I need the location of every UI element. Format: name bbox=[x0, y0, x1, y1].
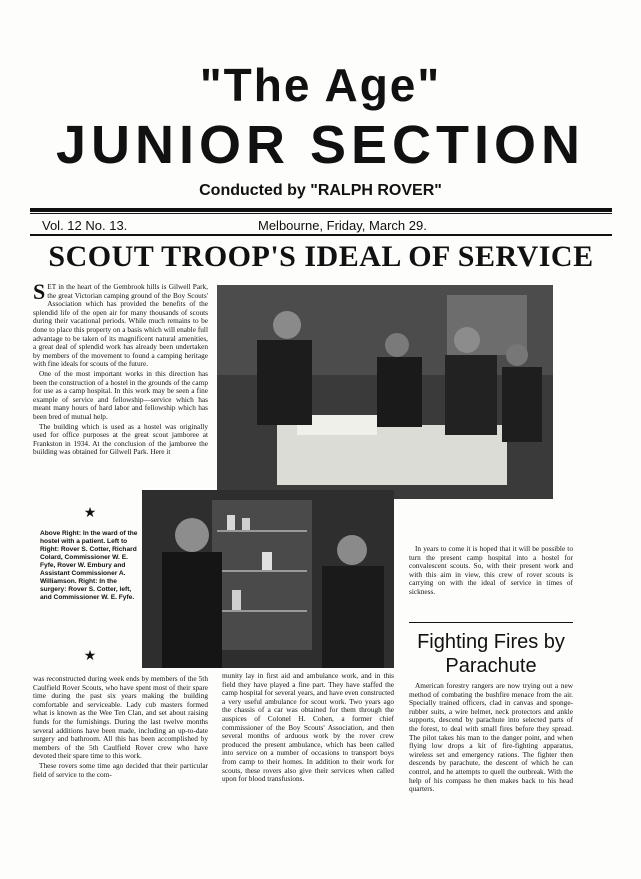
surgery-photo-image bbox=[142, 490, 394, 668]
conducted-by: Conducted by "RALPH ROVER" bbox=[199, 182, 442, 199]
masthead-rule-thin bbox=[30, 213, 612, 214]
fires-title: Fighting Fires by Parachute bbox=[417, 631, 565, 677]
article-column-1 bbox=[33, 283, 208, 495]
article-column-3 bbox=[409, 545, 573, 617]
article-column-2 bbox=[222, 672, 394, 857]
paper-name: "The Age" bbox=[199, 59, 442, 111]
issue-volume: Vol. 12 No. 13. bbox=[42, 218, 128, 233]
article-paragraph: ET in the heart of the Gembrook hills is Gilwell Park, the great Victorian camping ground of the Boy Scouts' Association which has provided the benefits of the splendid life of the open air for many thousands of scouts during their vacational periods. While much remains to be done to place this property on a basis which will enable full advantage to be taken of its magnificent natural amenities, a great deal of splendid work has already been undertaken by members of the movement to found a camping heritage with fine ideals for scouts of the future. bbox=[33, 283, 208, 369]
article-paragraph: munity lay in first aid and ambulance work, and in this field they have played a fine part. They have staffed the camp hospital for several years, and have even constructed a very useful ambulance for scout work. Two years ago the chassis of a car was obtained for them through the auspices of Colonel H. Cohen, a former chief commissioner of the Boy Scouts' Association, and then several months of arduous work by the rover crew produced the present ambulance, which has been called into service on a number of occasions to transport boys from camp to their homes. In addition to their work for scouts, these rovers also give their services when called upon for blood transfusions. bbox=[222, 672, 394, 784]
article-column-1-continued bbox=[33, 675, 208, 857]
section-title: JUNIOR SECTION bbox=[55, 115, 586, 175]
surgery-photo bbox=[142, 490, 394, 668]
headline: SCOUT TROOP'S IDEAL OF SERVICE bbox=[48, 240, 594, 273]
masthead-rule-top bbox=[30, 208, 612, 212]
ward-photo bbox=[217, 285, 553, 499]
star-ornament: ★ bbox=[83, 506, 97, 521]
issue-dateline: Melbourne, Friday, March 29. bbox=[258, 218, 427, 233]
issue-rule bbox=[30, 234, 612, 236]
photo-caption: Above Right: In the ward of the hostel with a patient. Left to Right: Rover S. Cotter, Richard Colard, Commissioner W. E. Fyfe, Rover W. Embury and Assistant Commissioner A. Williamson. Right: In the surgery: Rover S. Cotter, left, and Commissioner W. E. Fyfe. bbox=[40, 530, 138, 601]
drop-cap: S bbox=[33, 283, 46, 304]
article-paragraph: was reconstructed during week ends by members of the 5th Caulfield Rover Scouts, who have spent most of their spare time during the past six years making the building comfortable and serviceable. Lady cub masters formed what is known as the Wee Ten Clan, and set about raising funds for the furnishings. During the last twelve months several additions have been made, including an up-to-date surgery and bathroom. All this has been accomplished by members of the 5th Caulfield Rover crew who have devoted their spare time to this work. bbox=[33, 675, 208, 761]
article-paragraph: In years to come it is hoped that it will be possible to turn the present camp hospital into a hostel for convalescent scouts. So, with their present work and with this aim in view, this crew of rover scouts is carrying on with the ideal of service in times of sickness. bbox=[409, 545, 573, 596]
star-ornament: ★ bbox=[83, 649, 97, 664]
ward-photo-image bbox=[217, 285, 553, 499]
fires-paragraph: American forestry rangers are now trying out a new method of combating the bushfire menace from the air. Specially trained officers, clad in canvas and sponge-rubber suits, a wire helmet, neck protectors and ankle supports, descend by parachute into selected parts of the forest, to deal with small fires before they spread. The pilot takes his man to the danger point, and when flying low drops a kit of fire-fighting apparatus, wireless set and emergency rations. The fighter then descends by parachute, the descent of which he can control, and he attempts to quell the outbreak. With the help of his compass he then makes back to his head quarters. bbox=[409, 682, 573, 794]
article-paragraph: The building which is used as a hostel was originally used for office purposes at the great scout jamboree at Frankston in 1934. At the conclusion of the jamboree the building was obtained for Gilwell Park. Here it bbox=[33, 421, 208, 457]
section-divider bbox=[409, 622, 573, 623]
article-paragraph: One of the most important works in this direction has been the construction of a hostel in the grounds of the camp for use as a camp hospital. In this work may be seen a fine example of service and fellowship—service which has meant many hours of hard labor and fellowship which has been bred of mutual help. bbox=[33, 368, 208, 421]
fires-article bbox=[409, 682, 573, 857]
article-paragraph: These rovers some time ago decided that their particular field of service to the com- bbox=[33, 760, 208, 779]
